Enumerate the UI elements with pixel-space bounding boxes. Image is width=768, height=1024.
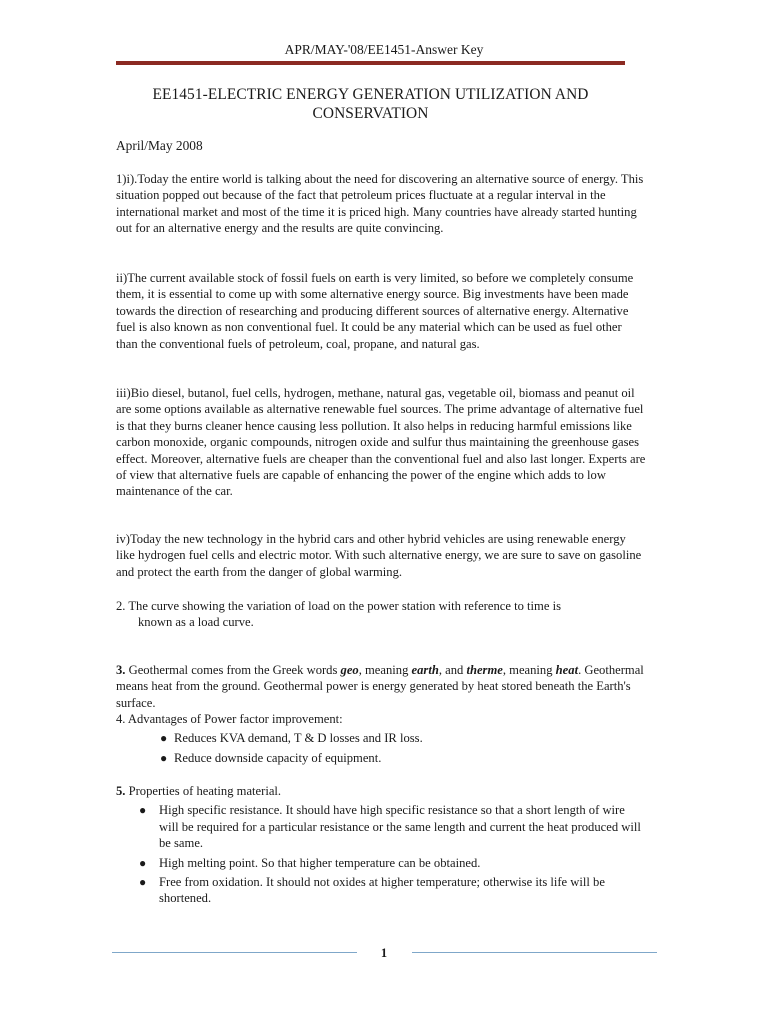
list-item: [116, 802, 646, 851]
answer-2-line-1: 2. The curve showing the variation of load on the power station with reference to time is: [116, 599, 561, 613]
term-heat: heat: [555, 663, 579, 677]
answer-3: [116, 662, 646, 711]
answer-3-text-5: . Geothermal means heat from the ground. Geothermal power is energy generated by heat stored beneath the Earth's surface.: [116, 663, 644, 710]
term-therme: therme: [466, 663, 503, 677]
answer-1-iv: iv)Today the new technology in the hybrid cars and other hybrid vehicles are using renewable energy like hydrogen fuel cells and electric motor. With such alternative energy, we are sure to save on gasoline and protect the earth from the danger of global warming.: [116, 532, 642, 579]
answer-5: [116, 783, 646, 907]
answer-5-list: [116, 802, 646, 906]
running-header: APR/MAY-'08/EE1451-Answer Key: [284, 42, 484, 57]
answer-3-number: 3.: [116, 663, 126, 677]
bullet-icon: ●: [160, 731, 168, 746]
bullet-icon: ●: [139, 875, 147, 890]
answer-4-heading: 4. Advantages of Power factor improvement:: [116, 712, 343, 726]
list-item-text: High melting point. So that higher temperature can be obtained.: [159, 855, 481, 870]
list-item-text: High specific resistance. It should have high specific resistance so that a short length of wire will be required for a particular resistance or the same length and current the heat produced will be same.: [159, 803, 641, 851]
bullet-icon: ●: [139, 855, 147, 870]
answer-3-text-2: , meaning: [358, 663, 412, 677]
list-item-text: Reduce downside capacity of equipment.: [174, 750, 382, 765]
answer-5-number: 5.: [116, 784, 126, 798]
header-rule: [116, 61, 625, 65]
list-item: [116, 750, 646, 766]
page-number: 1: [380, 946, 388, 960]
answer-3-text-4: , meaning: [502, 663, 556, 677]
list-item: [116, 874, 646, 907]
answer-1-i: 1)i).Today the entire world is talking about the need for discovering an alternative source of energy. This situation popped out because of the fact that petroleum prices fluctuate at a regular interval in the international market and most of the time it is priced high. Many countries have already started hunting out for an alternative energy and the results are quite convincing.: [116, 172, 644, 236]
answer-4: [116, 711, 646, 766]
answer-5-heading-text: Properties of heating material.: [125, 784, 282, 798]
list-item: [116, 730, 646, 746]
answer-2-line-2: known as a load curve.: [138, 615, 254, 630]
answer-4-list: [116, 730, 646, 766]
list-item-text: Reduces KVA demand, T & D losses and IR loss.: [174, 731, 423, 746]
footer-rule-left: [112, 952, 357, 953]
list-item-text: Free from oxidation. It should not oxides at higher temperature; otherwise its life will be shortened.: [159, 875, 605, 906]
footer-rule-right: [412, 952, 657, 953]
answer-3-text-3: , and: [438, 663, 467, 677]
term-earth: earth: [411, 663, 439, 677]
term-geo: geo: [340, 663, 359, 677]
answer-3-text-1: Geothermal comes from the Greek words: [125, 663, 341, 677]
document-title: EE1451-ELECTRIC ENERGY GENERATION UTILIZATION AND CONSERVATION: [152, 86, 589, 122]
answer-5-heading: [116, 783, 646, 799]
bullet-icon: ●: [160, 750, 168, 765]
exam-date: April/May 2008: [116, 138, 203, 153]
bullet-icon: ●: [139, 803, 147, 818]
answer-1-ii: ii)The current available stock of fossil fuels on earth is very limited, so before we completely consume them, it is essential to come up with some alternative energy source. Big investments have been made towards the direction of researching and producing different sources of alternative energy. Alternative fuel is also known as non conventional fuel. It could be any material which can be used as fuel other than the conventional fuels of petroleum, coal, propane, and natural gas.: [116, 271, 634, 351]
answer-1-iii: iii)Bio diesel, butanol, fuel cells, hydrogen, methane, natural gas, vegetable oil, biomass and peanut oil are some options available as alternative renewable fuel sources. The prime advantage of alternative fuel is that they burns cleaner hence causing less pollution. It also helps in reducing harmful emissions like carbon monoxide, organic compounds, nitrogen oxide and sulfur thus maintaining the greenhouse gases effect. Moreover, alternative fuels are cheaper than the conventional fuel and also last longer. Experts are of view that alternative fuels are capable of enhancing the power of the engine which adds to low maintenance of the car.: [116, 386, 646, 499]
list-item: [116, 855, 646, 871]
answer-2: [116, 598, 646, 631]
